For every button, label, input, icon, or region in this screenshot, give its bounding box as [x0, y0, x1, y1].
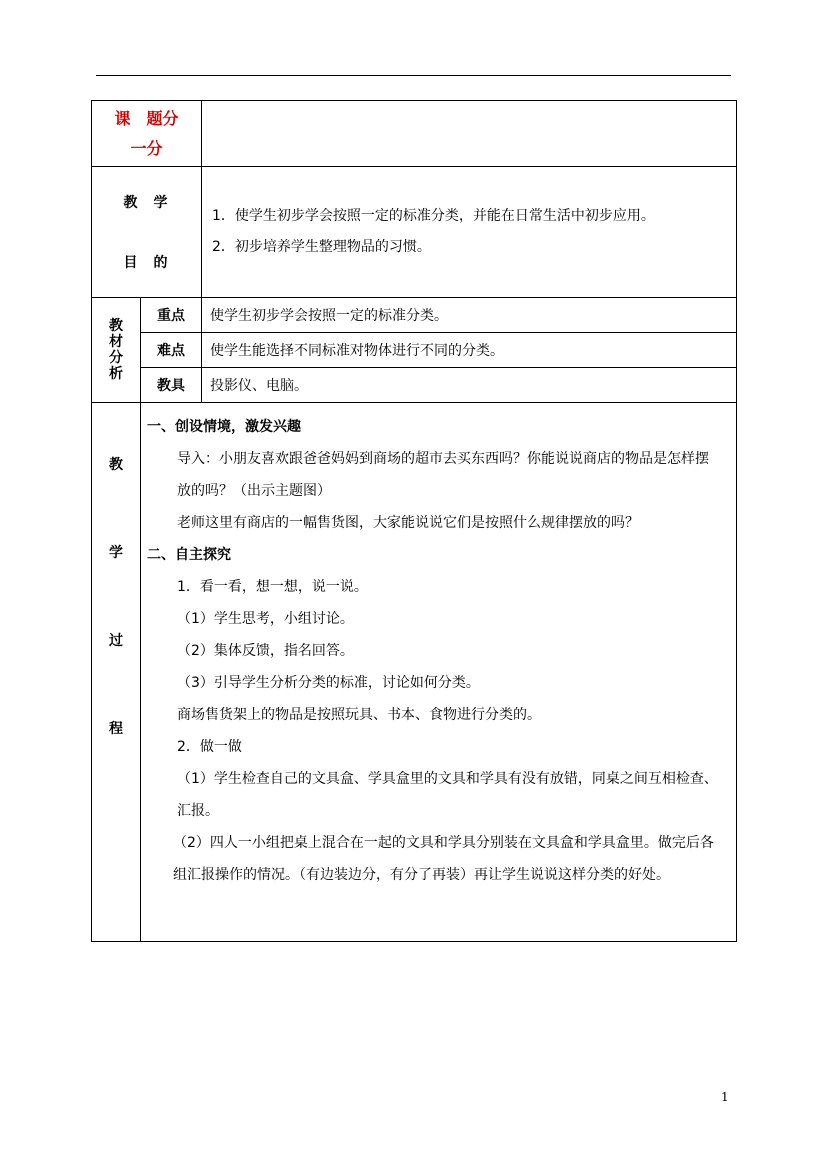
- analysis-label: [92, 298, 141, 403]
- step-item-continuation: 组汇报操作的情况。（有边装边分，有分了再装）再让学生说说这样分类的好处。: [173, 867, 670, 883]
- process-label-char: 学: [109, 545, 123, 561]
- section-heading: 二、自主探究: [147, 547, 231, 563]
- analysis-row-aids: [92, 368, 737, 403]
- step-heading: 1．看一看，想一想，说一说。: [177, 579, 368, 595]
- step-item: （1）学生检查自己的文具盒、学具盒里的文具和学具有没有放错，同桌之间互相检查、: [177, 771, 718, 787]
- analysis-label-char: 分: [109, 350, 123, 366]
- lesson-title: [92, 101, 202, 167]
- analysis-row-key: [92, 298, 737, 333]
- analysis-row-difficulty: [92, 333, 737, 368]
- step-heading: 2．做一做: [177, 739, 242, 755]
- step-item: 商场售货架上的物品是按照玩具、书本、食物进行分类的。: [177, 707, 541, 723]
- section-heading: 一、创设情境，激发兴趣: [147, 419, 301, 435]
- step-item: （2）四人一小组把桌上混合在一起的文具和学具分别装在文具盒和学具盒里。做完后各: [173, 835, 714, 851]
- goals-label-top: 教学: [123, 195, 184, 211]
- analysis-label-char: 教: [109, 318, 123, 334]
- goals-row: [92, 167, 737, 298]
- goal-item: 2．初步培养学生整理物品的习惯。: [212, 239, 431, 255]
- goals-label-bottom: 目的: [123, 255, 184, 271]
- goals-label: [92, 167, 202, 298]
- process-label-char: 程: [109, 721, 123, 737]
- process-body: [141, 403, 737, 942]
- header-rule: [96, 75, 731, 76]
- analysis-label-char: 材: [109, 334, 123, 350]
- lesson-plan-table: [91, 100, 737, 942]
- process-row: [92, 403, 737, 942]
- key-point-label: 重点: [141, 298, 202, 333]
- page-number: 1: [721, 1090, 729, 1104]
- goal-item: 1．使学生初步学会按照一定的标准分类，并能在日常生活中初步应用。: [212, 208, 655, 224]
- paragraph-continuation: 放的吗？（出示主题图）: [177, 483, 331, 499]
- lesson-title-line2: 一分: [130, 138, 163, 158]
- step-item: （2）集体反馈，指名回答。: [177, 643, 354, 659]
- paragraph: 导入：小朋友喜欢跟爸爸妈妈到商场的超市去买东西吗？你能说说商店的物品是怎样摆: [177, 451, 709, 467]
- process-label-char: 过: [109, 633, 123, 649]
- step-item: （3）引导学生分析分类的标准，讨论如何分类。: [177, 675, 480, 691]
- process-label-char: 教: [109, 457, 123, 473]
- key-point-text: 使学生初步学会按照一定的标准分类。: [202, 298, 737, 333]
- difficulty-text: 使学生能选择不同标准对物体进行不同的分类。: [202, 333, 737, 368]
- teaching-aids-text: 投影仪、电脑。: [202, 368, 737, 403]
- difficulty-label: 难点: [141, 333, 202, 368]
- goals-body: [202, 167, 737, 298]
- teaching-aids-label: 教具: [141, 368, 202, 403]
- step-item: （1）学生思考，小组讨论。: [177, 611, 354, 627]
- process-label: [92, 403, 141, 942]
- title-row: [92, 101, 737, 167]
- analysis-label-char: 析: [109, 366, 123, 382]
- paragraph: 老师这里有商店的一幅售货图，大家能说说它们是按照什么规律摆放的吗？: [177, 515, 639, 531]
- title-empty-cell: [202, 101, 737, 167]
- step-item-continuation: 汇报。: [177, 803, 219, 819]
- lesson-title-line1: 课 题分: [114, 108, 179, 128]
